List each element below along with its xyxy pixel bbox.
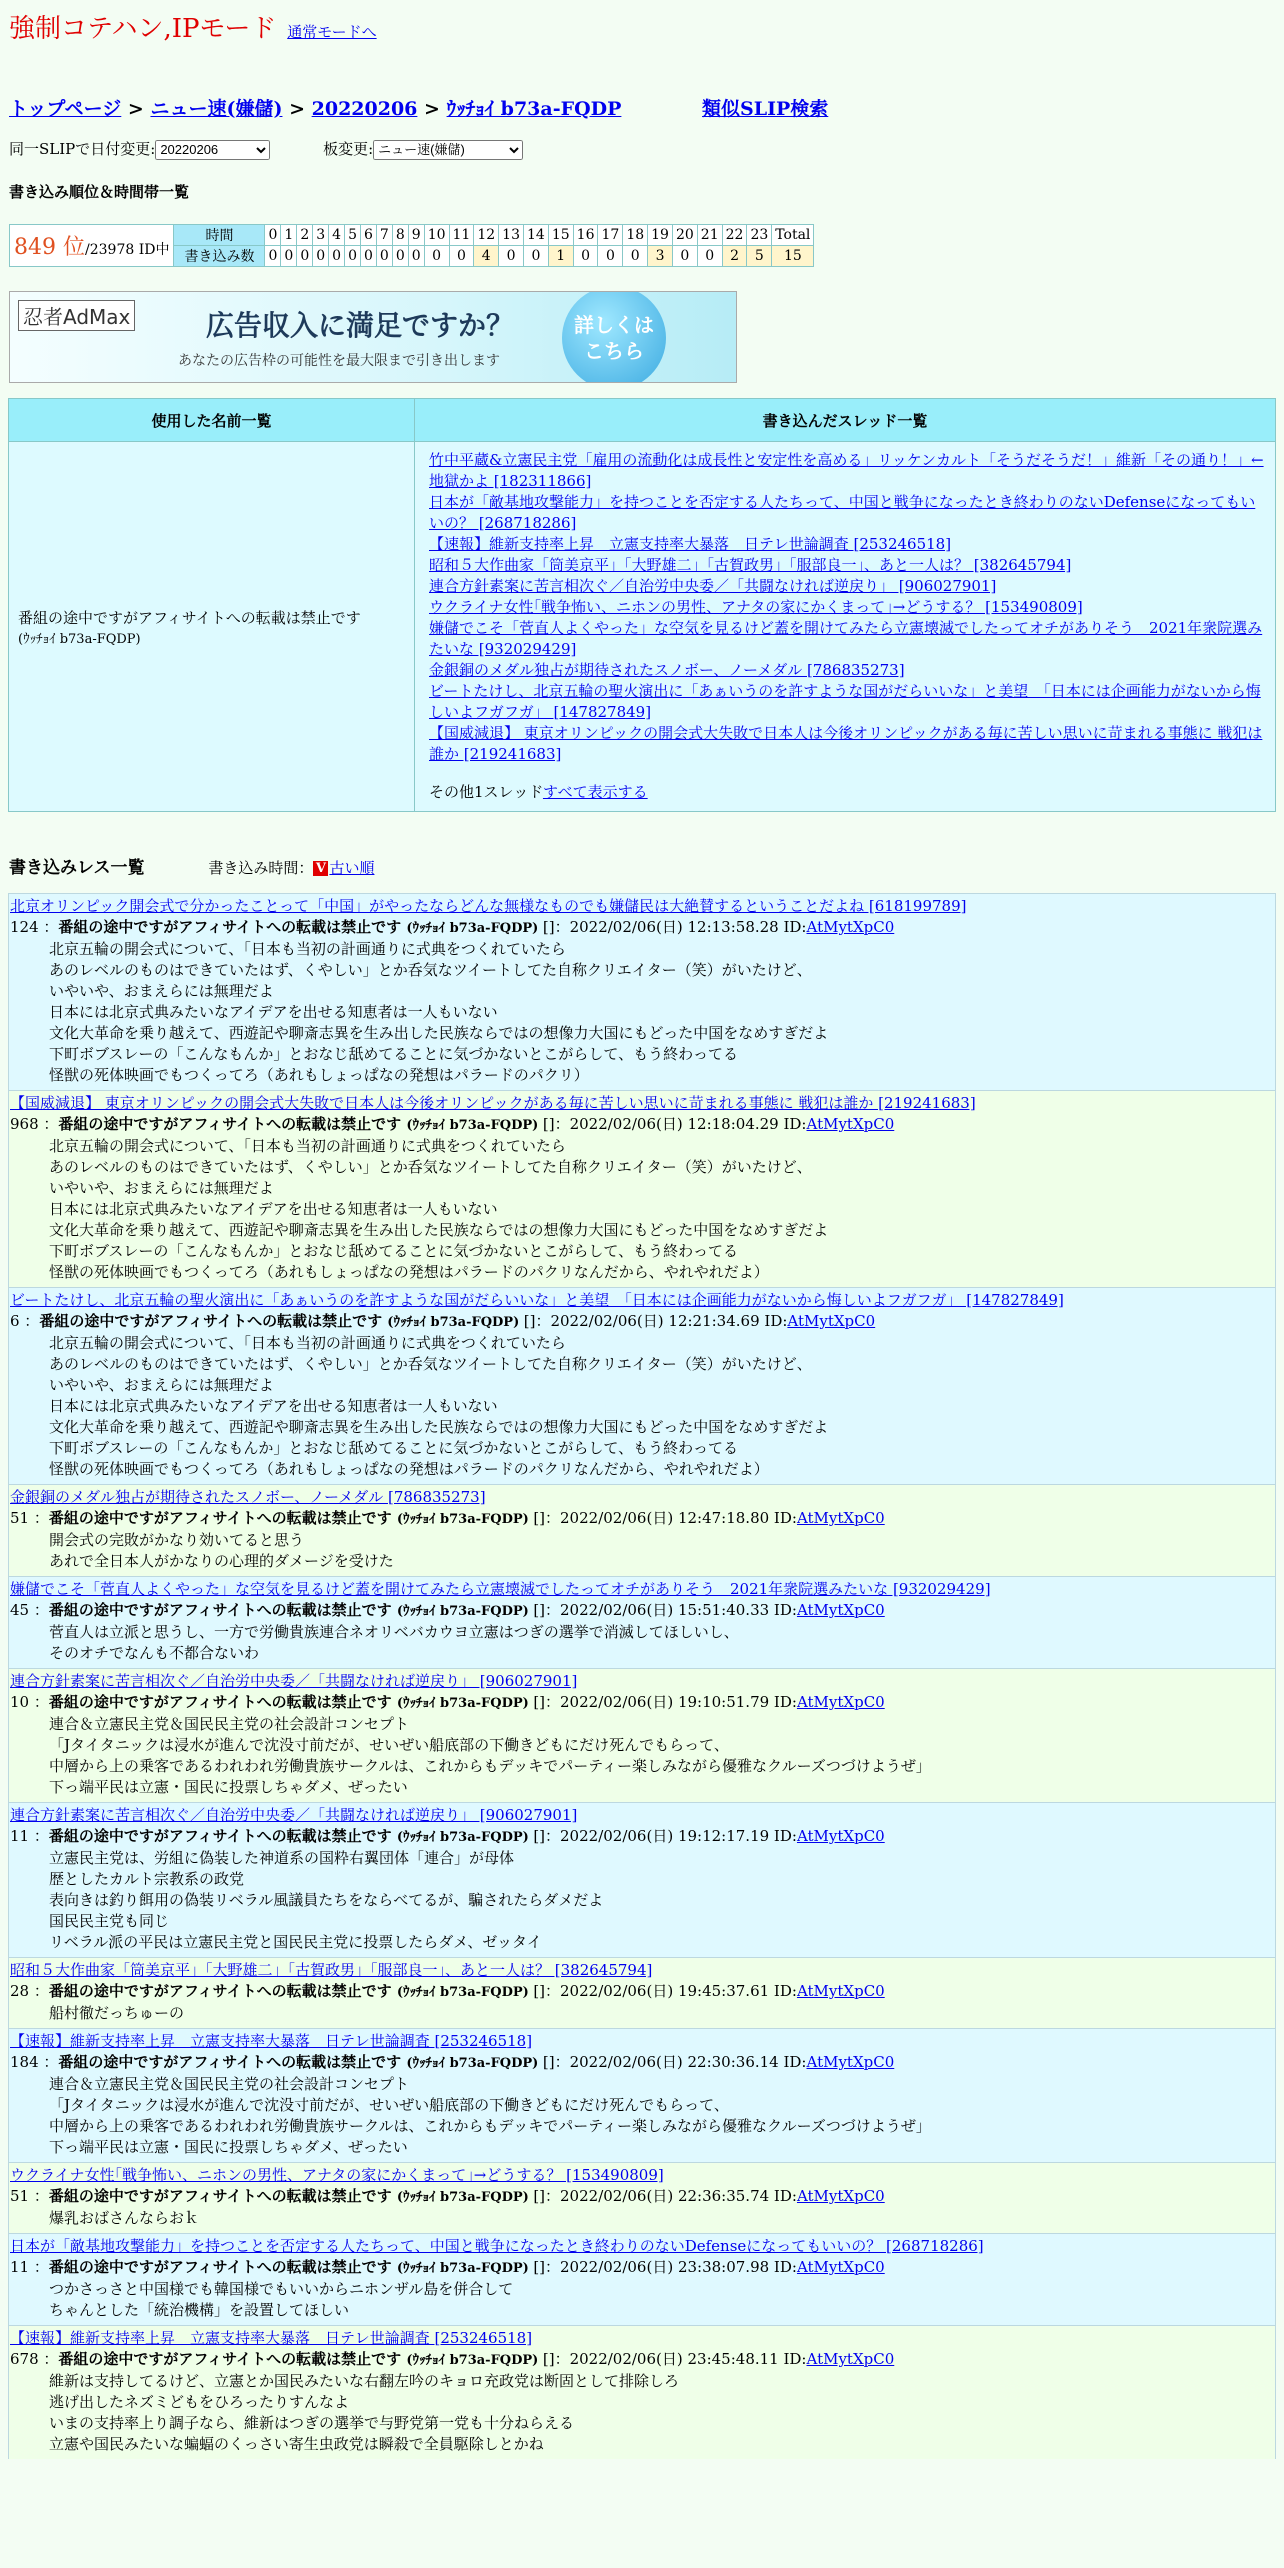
names-threads-table bbox=[8, 398, 1276, 812]
post-number: 11 ： bbox=[10, 2258, 49, 2276]
post-body-line: 菅直人は立派と思うし、一方で労働貴族連合ネオリベバカウヨ立憲はつぎの選挙で消滅してほしいし、 bbox=[49, 1623, 739, 1641]
count-cell: 0 bbox=[313, 246, 329, 267]
post-author-name: 番組の途中ですがアフィサイトへの転載は禁止です bbox=[48, 1693, 397, 1711]
breadcrumb-separator: > bbox=[424, 98, 440, 120]
post-date: []：2022/02/06(日) 12:13:58.28 ID: bbox=[542, 918, 807, 936]
thread-list-item bbox=[429, 576, 1265, 597]
breadcrumb bbox=[9, 94, 828, 121]
count-cell: 0 bbox=[499, 246, 524, 267]
post-number: 28 ： bbox=[10, 1982, 49, 2000]
post-slip: (ｳｯﾁｮｲ b73a-FQDP) bbox=[396, 1696, 534, 1711]
posts-section-header bbox=[9, 853, 374, 878]
hour-cell: 5 bbox=[345, 225, 361, 246]
hour-cell: 22 bbox=[722, 225, 747, 246]
post-number: 6 ： bbox=[10, 1312, 40, 1330]
post-date: []：2022/02/06(日) 15:51:40.33 ID: bbox=[533, 1601, 797, 1619]
post-thread-link[interactable]: 【速報】維新支持率上昇 立憲支持率大暴落 日テレ世論調査 [253246518] bbox=[10, 2032, 533, 2050]
breadcrumb-date[interactable]: 20220206 bbox=[311, 98, 418, 120]
hour-cell: 21 bbox=[697, 225, 722, 246]
count-cell: 4 bbox=[474, 246, 499, 267]
count-cell: 0 bbox=[281, 246, 297, 267]
post-body bbox=[9, 939, 1275, 1086]
post-body-line: いやいや、おまえらには無理だよ bbox=[49, 1376, 274, 1394]
post-body-line: 文化大革命を乗り越えて、西遊記や聊斎志異を生み出した民族ならではの想像力大国にもどった中国をなめすぎだよ bbox=[49, 1418, 829, 1436]
posts-section-title: 書き込みレス一覧 bbox=[9, 858, 145, 878]
post-number: 51 ： bbox=[10, 1509, 49, 1527]
post-body-line: 立憲や国民みたいな蝙蝠のくっさい寄生虫政党は瞬殺で全員駆除しとかね bbox=[49, 2435, 544, 2453]
post-author-name: 番組の途中ですがアフィサイトへの転載は禁止です bbox=[58, 2053, 407, 2071]
hour-cell: 11 bbox=[449, 225, 474, 246]
post-thread-link[interactable]: 昭和５大作曲家「筒美京平」「大野雄二」「古賀政男」「服部良一」、あと一人は？ [382645794] bbox=[10, 1961, 653, 1979]
post-number: 11 ： bbox=[10, 1827, 49, 1845]
count-cell: 0 bbox=[623, 246, 648, 267]
post-body-line: 連合＆立憲民主党＆国民民主党の社会設計コンセプト bbox=[49, 1715, 410, 1733]
post-number: 51 ： bbox=[10, 2187, 49, 2205]
other-threads-count: その他1スレッド bbox=[429, 783, 543, 801]
rank-number: 849 位 bbox=[14, 235, 85, 260]
post-item bbox=[8, 2233, 1276, 2325]
hours-row bbox=[10, 225, 814, 246]
post-body-line: 連合＆立憲民主党＆国民民主党の社会設計コンセプト bbox=[49, 2075, 410, 2093]
post-body-line: あれで全日本人がかなりの心理的ダメージを受けた bbox=[49, 1552, 394, 1570]
count-cell: 5 bbox=[747, 246, 772, 267]
post-body-line: 下町ボブスレーの「こんなもんか」とおなじ舐めてることに気づかないとこがらして、もう終わってる bbox=[49, 1439, 738, 1457]
post-body-line: 文化大革命を乗り越えて、西遊記や聊斎志異を生み出した民族ならではの想像力大国にもどった中国をなめすぎだよ bbox=[49, 1221, 829, 1239]
count-cell: 0 bbox=[329, 246, 345, 267]
post-body bbox=[9, 2208, 1275, 2229]
ranking-title: 書き込み順位＆時間帯一覧 bbox=[9, 183, 190, 201]
thread-list-item bbox=[429, 597, 1265, 618]
thread-list-cell bbox=[415, 442, 1276, 812]
post-date: []：2022/02/06(日) 22:30:36.14 ID: bbox=[542, 2053, 807, 2071]
post-id-link[interactable]: AtMytXpC0 bbox=[796, 1509, 885, 1527]
post-body bbox=[9, 1136, 1275, 1283]
post-slip: (ｳｯﾁｮｲ b73a-FQDP) bbox=[396, 1512, 534, 1527]
post-id-link[interactable]: AtMytXpC0 bbox=[796, 1827, 885, 1845]
post-meta bbox=[9, 1692, 1275, 1714]
post-meta bbox=[9, 2257, 1275, 2279]
breadcrumb-slip[interactable]: ｳｯﾁｮｲ b73a-FQDP bbox=[446, 98, 622, 120]
post-body-line: 逃げ出したネズミどもをひろったりすんなよ bbox=[49, 2393, 350, 2411]
post-thread-link[interactable]: 【国威減退】 東京オリンピックの開会式大失敗で日本人は今後オリンピックがある毎に苦しい思いに苛まれる事態に 戦犯は誰か [219241683] bbox=[10, 1094, 976, 1112]
board-select[interactable] bbox=[373, 140, 523, 160]
breadcrumb-board[interactable]: ニュー速(嫌儲) bbox=[150, 98, 283, 120]
count-cell: 1 bbox=[548, 246, 573, 267]
post-body bbox=[9, 2279, 1275, 2321]
post-id-link[interactable]: AtMytXpC0 bbox=[806, 918, 895, 936]
count-label: 書き込み数 bbox=[174, 246, 265, 267]
post-author-name: 番組の途中ですがアフィサイトへの転載は禁止です bbox=[39, 1312, 388, 1330]
count-cell: 0 bbox=[598, 246, 623, 267]
hour-cell: 19 bbox=[648, 225, 673, 246]
post-item bbox=[8, 1484, 1276, 1576]
post-item bbox=[8, 2162, 1276, 2233]
post-body-line: 表向きは釣り餌用の偽装リベラル風議員たちをならべてるが、騙されたらダメだよ bbox=[49, 1891, 604, 1909]
post-body-line: 爆乳おばさんならおｋ bbox=[49, 2209, 200, 2227]
post-body-line: 「Jタイタニックは浸水が進んで沈没寸前だが、せいぜい船底部の下働きどもにだけ死んでもらって、 bbox=[49, 1736, 729, 1754]
hour-cell: 10 bbox=[424, 225, 449, 246]
post-meta bbox=[9, 1981, 1275, 2003]
post-body bbox=[9, 2074, 1275, 2158]
count-cell: 0 bbox=[424, 246, 449, 267]
post-number: 184 ： bbox=[10, 2053, 59, 2071]
post-author-name: 番組の途中ですがアフィサイトへの転載は禁止です bbox=[48, 1509, 397, 1527]
post-slip: (ｳｯﾁｮｲ b73a-FQDP) bbox=[396, 1604, 534, 1619]
thread-link[interactable]: 嫌儲でこそ「菅直人よくやった」な空気を見るけど蓋を開けてみたら立憲壊滅でしたってオチがありそう 2021年衆院選みたいな [932029429] bbox=[429, 619, 1263, 658]
post-id-link[interactable]: AtMytXpC0 bbox=[796, 1982, 885, 2000]
post-date: []：2022/02/06(日) 23:38:07.98 ID: bbox=[533, 2258, 797, 2276]
post-body-line: 北京五輪の開会式について、「日本も当初の計画通りに式典をつくれていたら bbox=[49, 940, 566, 958]
post-body-line: 北京五輪の開会式について、「日本も当初の計画通りに式典をつくれていたら bbox=[49, 1137, 566, 1155]
post-body bbox=[9, 1333, 1275, 1480]
post-id-link[interactable]: AtMytXpC0 bbox=[787, 1312, 876, 1330]
count-cell: 0 bbox=[573, 246, 598, 267]
hour-cell: 7 bbox=[376, 225, 392, 246]
used-name-slip: (ｳｯﾁｮｲ b73a-FQDP) bbox=[18, 631, 141, 647]
post-body-line: 怪獣の死体映画でもつくってろ（あれもしょっぱなの発想はパラードのパクリなんだから、やれやれだよ） bbox=[49, 1263, 769, 1281]
post-item bbox=[8, 893, 1276, 1090]
post-author-name: 番組の途中ですがアフィサイトへの転載は禁止です bbox=[58, 1115, 407, 1133]
thread-list bbox=[429, 450, 1265, 765]
thread-list-item bbox=[429, 450, 1265, 492]
thread-list-item bbox=[429, 618, 1265, 660]
post-slip: (ｳｯﾁｮｲ b73a-FQDP) bbox=[406, 2056, 543, 2071]
hour-cell: 12 bbox=[474, 225, 499, 246]
post-body-line: そのオチでなんも不都合ないわ bbox=[49, 1644, 260, 1662]
post-date: []：2022/02/06(日) 22:36:35.74 ID: bbox=[533, 2187, 797, 2205]
count-cell: 0 bbox=[345, 246, 361, 267]
post-body bbox=[9, 1530, 1275, 1572]
post-date: []：2022/02/06(日) 19:10:51.79 ID: bbox=[533, 1693, 797, 1711]
post-thread-link[interactable]: 北京オリンピック開会式で分かったことって「中国」がやったならどんな無様なものでも嫌儲民は大絶賛するということだよね [618199789] bbox=[10, 897, 967, 915]
post-body-line: 中層から上の乗客であるわれわれ労働貴族サークルは、これからもデッキでパーティー楽しみながら優雅なクルーズつづけようぜ」 bbox=[49, 1757, 931, 1775]
thread-link[interactable]: 金銀銅のメダル独占が期待されたスノボー、ノーメダル [786835273] bbox=[429, 661, 905, 679]
post-item bbox=[8, 1668, 1276, 1802]
post-date: []：2022/02/06(日) 12:18:04.29 ID: bbox=[542, 1115, 807, 1133]
post-list bbox=[8, 893, 1276, 2459]
rank-cell bbox=[10, 225, 174, 267]
post-date: []：2022/02/06(日) 19:12:17.19 ID: bbox=[533, 1827, 797, 1845]
post-body-line: 北京五輪の開会式について、「日本も当初の計画通りに式典をつくれていたら bbox=[49, 1334, 566, 1352]
post-author-name: 番組の途中ですがアフィサイトへの転載は禁止です bbox=[58, 2350, 407, 2368]
post-item bbox=[8, 1802, 1276, 1957]
post-item bbox=[8, 1287, 1276, 1484]
count-cell: 0 bbox=[672, 246, 697, 267]
breadcrumb-top[interactable]: トップページ bbox=[9, 98, 122, 120]
post-id-link[interactable]: AtMytXpC0 bbox=[796, 1693, 885, 1711]
date-change-label: 同一SLIPで日付変更: bbox=[9, 140, 156, 158]
count-cell: 0 bbox=[297, 246, 313, 267]
ad-banner[interactable] bbox=[9, 291, 737, 383]
thread-list-item bbox=[429, 492, 1265, 534]
post-body-line: リベラル派の平民は立憲民主党と国民民主党に投票したらダメ、ゼッタイ bbox=[49, 1933, 542, 1951]
post-body-line: 「Jタイタニックは浸水が進んで沈没寸前だが、せいぜい船底部の下働きどもにだけ死んでもらって、 bbox=[49, 2096, 729, 2114]
breadcrumb-separator: > bbox=[289, 98, 305, 120]
post-body-line: 開会式の完敗がかなり効いてると思う bbox=[49, 1531, 305, 1549]
post-body bbox=[9, 2371, 1275, 2455]
thread-list-item bbox=[429, 681, 1265, 723]
post-body-line: 日本には北京式典みたいなアイデアを出せる知恵者は一人もいない bbox=[49, 1003, 498, 1021]
post-body-line: いまの支持率上り調子なら、維新はつぎの選挙で与野党第一党も十分ねらえる bbox=[49, 2414, 575, 2432]
count-cell: 0 bbox=[361, 246, 377, 267]
post-body-line: 日本には北京式典みたいなアイデアを出せる知恵者は一人もいない bbox=[49, 1200, 498, 1218]
post-body-line: いやいや、おまえらには無理だよ bbox=[49, 982, 274, 1000]
thread-list-item bbox=[429, 534, 1265, 555]
post-thread-link[interactable]: 金銀銅のメダル独占が期待されたスノボー、ノーメダル [786835273] bbox=[10, 1488, 486, 1506]
post-id-link[interactable]: AtMytXpC0 bbox=[796, 2258, 885, 2276]
count-cell: 15 bbox=[772, 246, 814, 267]
post-slip: (ｳｯﾁｮｲ b73a-FQDP) bbox=[396, 2190, 534, 2205]
post-body-line: 下っ端平民は立憲・国民に投票しちゃダメ、ぜったい bbox=[49, 1778, 408, 1796]
post-body bbox=[9, 2003, 1275, 2024]
count-cell: 2 bbox=[722, 246, 747, 267]
count-cell: 0 bbox=[265, 246, 281, 267]
post-meta bbox=[9, 2052, 1275, 2074]
thread-link[interactable]: 【国威減退】 東京オリンピックの開会式大失敗で日本人は今後オリンピックがある毎に苦しい思いに苛まれる事態に 戦犯は誰か [219241683] bbox=[429, 724, 1263, 763]
thread-link[interactable]: 竹中平蔵&立憲民主党「雇用の流動化は成長性と安定性を高める」リッケンカルト「そうだそうだ！」維新「その通り！」←地獄かよ [182311866] bbox=[429, 451, 1264, 490]
ad-subtext: あなたの広告枠の可能性を最大限まで引き出します bbox=[178, 353, 500, 369]
other-threads bbox=[429, 782, 1265, 803]
thread-link[interactable]: ビートたけし、北京五輪の聖火演出に「あぁいうのを許すような国がだらいいな」と美望 「日本には企画能力がないから悔しいよフガフガ」 [147827849] bbox=[429, 682, 1261, 721]
select-bar bbox=[9, 138, 523, 160]
post-body-line: いやいや、おまえらには無理だよ bbox=[49, 1179, 274, 1197]
hour-cell: Total bbox=[772, 225, 814, 246]
post-body-line: あのレベルのものはできていたはず、くやしい」とか呑気なツイートしてた自称クリエイター（笑）がいたけど、 bbox=[49, 1158, 812, 1176]
post-slip: (ｳｯﾁｮｲ b73a-FQDP) bbox=[406, 2353, 543, 2368]
post-id-link[interactable]: AtMytXpC0 bbox=[806, 2053, 895, 2071]
post-slip: (ｳｯﾁｮｲ b73a-FQDP) bbox=[396, 1985, 534, 2000]
hour-cell: 8 bbox=[392, 225, 408, 246]
count-cell: 3 bbox=[648, 246, 673, 267]
hour-cell: 3 bbox=[313, 225, 329, 246]
thread-link[interactable]: 日本が「敵基地攻撃能力」を持つことを否定する人たちって、中国と戦争になったとき終わりのないDefenseになってもいいの？ [268718286] bbox=[429, 493, 1256, 532]
post-number: 968 ： bbox=[10, 1115, 59, 1133]
post-thread-link[interactable]: ビートたけし、北京五輪の聖火演出に「あぁいうのを許すような国がだらいいな」と美望 「日本には企画能力がないから悔しいよフガフガ」 [147827849] bbox=[10, 1291, 1064, 1309]
hour-cell: 2 bbox=[297, 225, 313, 246]
hour-cell: 15 bbox=[548, 225, 573, 246]
rank-total: /23978 ID中 bbox=[85, 242, 170, 258]
post-date: []：2022/02/06(日) 19:45:37.61 ID: bbox=[533, 1982, 797, 2000]
post-body-line: 怪獣の死体映画でもつくってろ（あれもしょっぱなの発想はパラードのパクリなんだから、やれやれだよ） bbox=[49, 1460, 769, 1478]
post-author-name: 番組の途中ですがアフィサイトへの転載は禁止です bbox=[48, 2258, 397, 2276]
sort-mark-icon: V bbox=[313, 861, 328, 876]
time-label: 時間 bbox=[174, 225, 265, 246]
post-slip: (ｳｯﾁｮｲ b73a-FQDP) bbox=[387, 1315, 524, 1330]
post-item bbox=[8, 1957, 1276, 2028]
post-meta bbox=[9, 2186, 1275, 2208]
hour-cell: 17 bbox=[598, 225, 623, 246]
hour-cell: 1 bbox=[281, 225, 297, 246]
threads-header: 書き込んだスレッド一覧 bbox=[415, 399, 1276, 442]
post-slip: (ｳｯﾁｮｲ b73a-FQDP) bbox=[396, 1830, 534, 1845]
thread-list-item bbox=[429, 660, 1265, 681]
names-header: 使用した名前一覧 bbox=[9, 399, 415, 442]
post-author-name: 番組の途中ですがアフィサイトへの転載は禁止です bbox=[48, 1982, 397, 2000]
sort-order bbox=[208, 859, 374, 877]
post-body-line: 維新は支持してるけど、立憲とか国民みたいな右翻左吟のキョロ充政党は断固として排除しろ bbox=[49, 2372, 680, 2390]
post-author-name: 番組の途中ですがアフィサイトへの転載は禁止です bbox=[58, 918, 407, 936]
post-author-name: 番組の途中ですがアフィサイトへの転載は禁止です bbox=[48, 1827, 397, 1845]
post-id-link[interactable]: AtMytXpC0 bbox=[796, 1601, 885, 1619]
normal-mode-link[interactable]: 通常モードへ bbox=[287, 23, 377, 41]
post-author-name: 番組の途中ですがアフィサイトへの転載は禁止です bbox=[48, 2187, 397, 2205]
breadcrumb-separator: > bbox=[127, 98, 144, 120]
post-body-line: あのレベルのものはできていたはず、くやしい」とか呑気なツイートしてた自称クリエイター（笑）がいたけど、 bbox=[49, 961, 812, 979]
post-item bbox=[8, 1576, 1276, 1668]
sort-oldest-link[interactable]: 古い順 bbox=[329, 859, 375, 877]
post-thread-link[interactable]: 連合方針素案に苦言相次ぐ／自治労中央委／「共闘なければ逆戻り」 [906027901] bbox=[10, 1806, 578, 1824]
hour-cell: 4 bbox=[329, 225, 345, 246]
mode-title: 強制コテハン,IPモード bbox=[9, 14, 277, 44]
post-number: 45 ： bbox=[10, 1601, 49, 1619]
post-thread-link[interactable]: 【速報】維新支持率上昇 立憲支持率大暴落 日テレ世論調査 [253246518] bbox=[10, 2329, 533, 2347]
thread-list-item bbox=[429, 723, 1265, 765]
post-body-line: 下っ端平民は立憲・国民に投票しちゃダメ、ぜったい bbox=[49, 2138, 408, 2156]
post-body-line: あのレベルのものはできていたはず、くやしい」とか呑気なツイートしてた自称クリエイター（笑）がいたけど、 bbox=[49, 1355, 812, 1373]
post-item bbox=[8, 2325, 1276, 2459]
similar-slip-search-link[interactable]: 類似SLIP検索 bbox=[702, 98, 829, 120]
post-meta bbox=[9, 1600, 1275, 1622]
count-cell: 0 bbox=[408, 246, 424, 267]
post-thread-link[interactable]: 日本が「敵基地攻撃能力」を持つことを否定する人たちって、中国と戦争になったとき終わりのないDefenseになってもいいの？ [268718286] bbox=[10, 2237, 984, 2255]
post-meta bbox=[9, 917, 1275, 939]
post-body-line: つかさっさと中国様でも韓国様でもいいからニホンザル島を併合して bbox=[49, 2280, 514, 2298]
count-cell: 0 bbox=[697, 246, 722, 267]
post-meta bbox=[9, 2349, 1275, 2371]
show-all-link[interactable]: すべて表示する bbox=[542, 783, 648, 801]
hour-cell: 6 bbox=[361, 225, 377, 246]
mode-header bbox=[9, 8, 377, 45]
post-body bbox=[9, 1622, 1275, 1664]
post-number: 10 ： bbox=[10, 1693, 49, 1711]
post-body-line: 歴としたカルト宗教系の政党 bbox=[49, 1870, 245, 1888]
post-body bbox=[9, 1848, 1275, 1953]
hour-cell: 13 bbox=[499, 225, 524, 246]
hour-cell: 18 bbox=[623, 225, 648, 246]
post-thread-link[interactable]: 連合方針素案に苦言相次ぐ／自治労中央委／「共闘なければ逆戻り」 [906027901] bbox=[10, 1672, 578, 1690]
thread-list-item bbox=[429, 555, 1265, 576]
post-body-line: 日本には北京式典みたいなアイデアを出せる知恵者は一人もいない bbox=[49, 1397, 498, 1415]
post-item bbox=[8, 2028, 1276, 2162]
thread-link[interactable]: 連合方針素案に苦言相次ぐ／自治労中央委／「共闘なければ逆戻り」 [906027901] bbox=[429, 577, 997, 595]
hour-cell: 23 bbox=[747, 225, 772, 246]
hour-cell: 20 bbox=[672, 225, 697, 246]
post-slip: (ｳｯﾁｮｲ b73a-FQDP) bbox=[406, 1118, 543, 1133]
post-author-name: 番組の途中ですがアフィサイトへの転載は禁止です bbox=[48, 1601, 397, 1619]
post-meta bbox=[9, 1826, 1275, 1848]
sort-order-label: 書き込み時間： bbox=[208, 859, 314, 877]
name-cell bbox=[9, 442, 415, 812]
used-name: 番組の途中ですがアフィサイトへの転載は禁止です bbox=[18, 608, 361, 627]
count-cell: 0 bbox=[376, 246, 392, 267]
post-id-link[interactable]: AtMytXpC0 bbox=[806, 1115, 895, 1133]
hour-cell: 0 bbox=[265, 225, 281, 246]
post-body-line: 船村徹だっちゅーの bbox=[49, 2004, 185, 2022]
ad-headline: 広告収入に満足ですか？ bbox=[206, 309, 515, 342]
post-body-line: 立憲民主党は、労組に偽装した神道系の国粋右翼団体「連合」が母体 bbox=[49, 1849, 515, 1867]
post-body-line: ちゃんとした「統治機構」を設置してほしい bbox=[49, 2301, 350, 2319]
count-cell: 0 bbox=[392, 246, 408, 267]
post-meta bbox=[9, 1508, 1275, 1530]
post-thread-link[interactable]: 嫌儲でこそ「菅直人よくやった」な空気を見るけど蓋を開けてみたら立憲壊滅でしたってオチがありそう 2021年衆院選みたいな [932029429] bbox=[10, 1580, 991, 1598]
post-meta bbox=[9, 1114, 1275, 1136]
post-body-line: 中層から上の乗客であるわれわれ労働貴族サークルは、これからもデッキでパーティー楽しみながら優雅なクルーズつづけようぜ」 bbox=[49, 2117, 931, 2135]
post-body bbox=[9, 1714, 1275, 1798]
post-item bbox=[8, 1090, 1276, 1287]
count-cell: 0 bbox=[524, 246, 549, 267]
post-meta bbox=[9, 1311, 1275, 1333]
thread-link[interactable]: ウクライナ女性｢戦争怖い、ニホンの男性、アナタの家にかくまって｣→どうする？ [153490809] bbox=[429, 598, 1083, 616]
hourly-table bbox=[9, 224, 814, 267]
post-body-line: 国民民主党も同じ bbox=[49, 1912, 170, 1930]
board-change-label: 板変更: bbox=[323, 140, 374, 158]
ad-details-button[interactable]: 詳しくは こちら bbox=[562, 291, 666, 383]
post-slip: (ｳｯﾁｮｲ b73a-FQDP) bbox=[396, 2261, 534, 2276]
post-thread-link[interactable]: ウクライナ女性｢戦争怖い、ニホンの男性、アナタの家にかくまって｣→どうする？ [153490809] bbox=[10, 2166, 664, 2184]
count-cell: 0 bbox=[449, 246, 474, 267]
post-id-link[interactable]: AtMytXpC0 bbox=[806, 2350, 895, 2368]
post-number: 678 ： bbox=[10, 2350, 59, 2368]
hour-cell: 14 bbox=[524, 225, 549, 246]
post-number: 124 ： bbox=[10, 918, 59, 936]
admax-logo: 忍者AdMax bbox=[18, 300, 135, 331]
thread-link[interactable]: 昭和５大作曲家「筒美京平」「大野雄二」「古賀政男」「服部良一」、あと一人は？ [382645794] bbox=[429, 556, 1072, 574]
post-body-line: 文化大革命を乗り越えて、西遊記や聊斎志異を生み出した民族ならではの想像力大国にもどった中国をなめすぎだよ bbox=[49, 1024, 829, 1042]
post-id-link[interactable]: AtMytXpC0 bbox=[796, 2187, 885, 2205]
post-date: []：2022/02/06(日) 12:21:34.69 ID: bbox=[523, 1312, 788, 1330]
post-slip: (ｳｯﾁｮｲ b73a-FQDP) bbox=[406, 921, 543, 936]
date-select[interactable] bbox=[155, 140, 270, 160]
post-body-line: 下町ボブスレーの「こんなもんか」とおなじ舐めてることに気づかないとこがらして、もう終わってる bbox=[49, 1242, 738, 1260]
hour-cell: 16 bbox=[573, 225, 598, 246]
hour-cell: 9 bbox=[408, 225, 424, 246]
post-body-line: 怪獣の死体映画でもつくってろ（あれもしょっぱなの発想はパラードのパクリ） bbox=[49, 1066, 589, 1084]
post-body-line: 下町ボブスレーの「こんなもんか」とおなじ舐めてることに気づかないとこがらして、もう終わってる bbox=[49, 1045, 738, 1063]
post-date: []：2022/02/06(日) 12:47:18.80 ID: bbox=[533, 1509, 797, 1527]
post-date: []：2022/02/06(日) 23:45:48.11 ID: bbox=[542, 2350, 807, 2368]
thread-link[interactable]: 【速報】維新支持率上昇 立憲支持率大暴落 日テレ世論調査 [253246518] bbox=[429, 535, 952, 553]
